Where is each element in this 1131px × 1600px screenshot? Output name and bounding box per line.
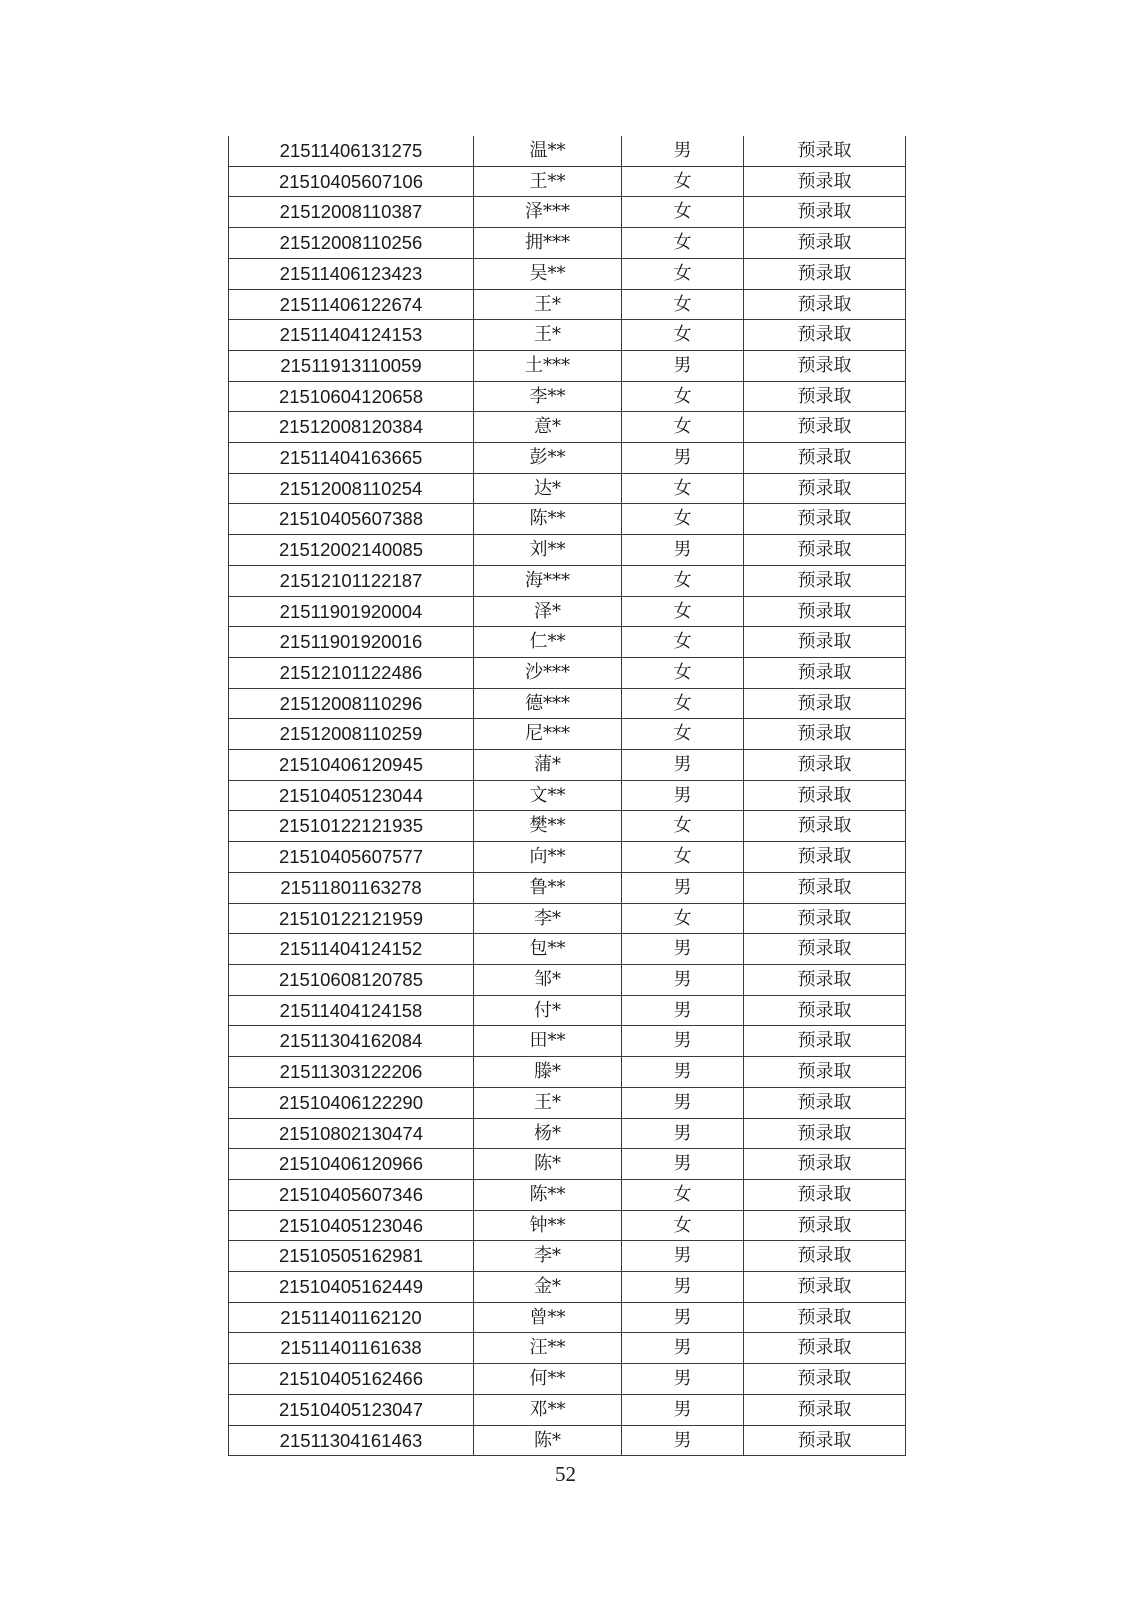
admission-status-cell: 预录取 [744,1394,906,1425]
admission-status-cell: 预录取 [744,811,906,842]
admission-status-cell: 预录取 [744,1057,906,1088]
candidate-gender-cell: 男 [622,995,744,1026]
table-row [229,535,906,566]
candidate-name-cell: 尼*** [474,719,622,750]
admission-status-cell: 预录取 [744,1302,906,1333]
candidate-name-cell: 海*** [474,565,622,596]
candidate-gender-cell: 男 [622,350,744,381]
table-row [229,1179,906,1210]
admission-status-cell: 预录取 [744,381,906,412]
candidate-name-cell: 鲁** [474,872,622,903]
candidate-id-cell: 21511404124152 [229,934,474,965]
candidate-gender-cell: 男 [622,1118,744,1149]
candidate-gender-cell: 女 [622,565,744,596]
table-row [229,381,906,412]
candidate-name-cell: 拥*** [474,228,622,259]
admission-status-cell: 预录取 [744,1210,906,1241]
admission-status-cell: 预录取 [744,443,906,474]
admission-status-cell: 预录取 [744,166,906,197]
table-row [229,934,906,965]
admission-status-cell: 预录取 [744,719,906,750]
candidate-id-cell: 21510505162981 [229,1241,474,1272]
table-row [229,412,906,443]
admission-status-cell: 预录取 [744,504,906,535]
table-row [229,228,906,259]
candidate-id-cell: 21512008110254 [229,473,474,504]
candidate-gender-cell: 女 [622,627,744,658]
admission-status-cell: 预录取 [744,535,906,566]
candidate-id-cell: 21510405607577 [229,842,474,873]
table-row [229,750,906,781]
candidate-gender-cell: 女 [622,596,744,627]
candidate-gender-cell: 女 [622,258,744,289]
candidate-name-cell: 包** [474,934,622,965]
table-row [229,688,906,719]
candidate-gender-cell: 女 [622,381,744,412]
candidate-name-cell: 沙*** [474,657,622,688]
candidate-name-cell: 钟** [474,1210,622,1241]
admission-status-cell: 预录取 [744,473,906,504]
candidate-id-cell: 21510405123044 [229,780,474,811]
candidate-id-cell: 21512008110296 [229,688,474,719]
candidate-gender-cell: 男 [622,1272,744,1303]
candidate-id-cell: 21511801163278 [229,872,474,903]
candidate-name-cell: 李** [474,381,622,412]
candidate-id-cell: 21511304161463 [229,1425,474,1456]
candidate-name-cell: 温** [474,136,622,166]
table-row [229,719,906,750]
candidate-gender-cell: 女 [622,166,744,197]
admission-status-cell: 预录取 [744,350,906,381]
candidate-name-cell: 达* [474,473,622,504]
admission-status-cell: 预录取 [744,1179,906,1210]
candidate-name-cell: 仁** [474,627,622,658]
candidate-name-cell: 向** [474,842,622,873]
table-row [229,1272,906,1303]
candidate-id-cell: 21512008110256 [229,228,474,259]
candidate-name-cell: 德*** [474,688,622,719]
candidate-name-cell: 王* [474,1087,622,1118]
candidate-id-cell: 21510406122290 [229,1087,474,1118]
candidate-gender-cell: 女 [622,412,744,443]
table-row [229,627,906,658]
candidate-gender-cell: 男 [622,1026,744,1057]
candidate-id-cell: 21511404124158 [229,995,474,1026]
admission-status-cell: 预录取 [744,627,906,658]
candidate-id-cell: 21510122121935 [229,811,474,842]
candidate-id-cell: 21510405607388 [229,504,474,535]
candidate-gender-cell: 男 [622,1425,744,1456]
candidate-gender-cell: 男 [622,750,744,781]
candidate-gender-cell: 男 [622,1364,744,1395]
candidate-id-cell: 21510405607106 [229,166,474,197]
candidate-name-cell: 意* [474,412,622,443]
admission-status-cell: 预录取 [744,1425,906,1456]
table-row [229,258,906,289]
candidate-gender-cell: 女 [622,842,744,873]
page-number: 52 [555,1462,576,1486]
candidate-name-cell: 邓** [474,1394,622,1425]
candidate-id-cell: 21511406131275 [229,136,474,166]
candidate-gender-cell: 男 [622,1394,744,1425]
admission-status-cell: 预录取 [744,780,906,811]
candidate-name-cell: 汪** [474,1333,622,1364]
candidate-name-cell: 李* [474,1241,622,1272]
candidate-gender-cell: 女 [622,903,744,934]
candidate-gender-cell: 女 [622,504,744,535]
candidate-gender-cell: 男 [622,1149,744,1180]
candidate-id-cell: 21511404163665 [229,443,474,474]
table-row [229,1394,906,1425]
candidate-name-cell: 文** [474,780,622,811]
admission-status-cell: 预录取 [744,289,906,320]
candidate-gender-cell: 女 [622,657,744,688]
candidate-name-cell: 陈** [474,1179,622,1210]
candidate-id-cell: 21512008120384 [229,412,474,443]
admission-status-cell: 预录取 [744,1241,906,1272]
candidate-name-cell: 吴** [474,258,622,289]
table-row [229,657,906,688]
candidate-id-cell: 21511901920016 [229,627,474,658]
admission-table [228,136,906,1456]
admission-status-cell: 预录取 [744,1026,906,1057]
candidate-gender-cell: 女 [622,473,744,504]
candidate-name-cell: 田** [474,1026,622,1057]
candidate-gender-cell: 男 [622,1302,744,1333]
table-row [229,1210,906,1241]
table-row [229,1057,906,1088]
candidate-name-cell: 金* [474,1272,622,1303]
candidate-gender-cell: 女 [622,1179,744,1210]
candidate-id-cell: 21510405123046 [229,1210,474,1241]
candidate-id-cell: 21511401162120 [229,1302,474,1333]
admission-status-cell: 预录取 [744,1087,906,1118]
candidate-id-cell: 21510802130474 [229,1118,474,1149]
table-row [229,1302,906,1333]
candidate-name-cell: 樊** [474,811,622,842]
candidate-id-cell: 21510604120658 [229,381,474,412]
table-row [229,995,906,1026]
admission-status-cell: 预录取 [744,1333,906,1364]
admission-status-cell: 预录取 [744,903,906,934]
candidate-gender-cell: 男 [622,780,744,811]
table-row [229,1241,906,1272]
table-row [229,903,906,934]
admission-status-cell: 预录取 [744,688,906,719]
candidate-id-cell: 21511406122674 [229,289,474,320]
candidate-id-cell: 21511901920004 [229,596,474,627]
table-row [229,166,906,197]
candidate-name-cell: 土*** [474,350,622,381]
candidate-gender-cell: 女 [622,320,744,351]
table-row [229,289,906,320]
candidate-gender-cell: 女 [622,719,744,750]
admission-status-cell: 预录取 [744,565,906,596]
candidate-name-cell: 泽* [474,596,622,627]
table-row [229,1118,906,1149]
table-row [229,872,906,903]
candidate-gender-cell: 女 [622,197,744,228]
candidate-id-cell: 21510405162449 [229,1272,474,1303]
candidate-id-cell: 21510405607346 [229,1179,474,1210]
candidate-name-cell: 邹* [474,964,622,995]
table-row [229,473,906,504]
table-row [229,443,906,474]
candidate-id-cell: 21512101122486 [229,657,474,688]
admission-status-cell: 预录取 [744,1364,906,1395]
admission-status-cell: 预录取 [744,136,906,166]
candidate-name-cell: 曾** [474,1302,622,1333]
candidate-gender-cell: 男 [622,964,744,995]
table-row [229,1026,906,1057]
table-row [229,350,906,381]
table-row [229,504,906,535]
table-row [229,1087,906,1118]
candidate-id-cell: 21511913110059 [229,350,474,381]
candidate-name-cell: 王** [474,166,622,197]
admission-status-cell: 预录取 [744,934,906,965]
candidate-id-cell: 21510405123047 [229,1394,474,1425]
table-row [229,1333,906,1364]
admission-status-cell: 预录取 [744,657,906,688]
candidate-gender-cell: 女 [622,1210,744,1241]
candidate-name-cell: 李* [474,903,622,934]
candidate-id-cell: 21510405162466 [229,1364,474,1395]
candidate-id-cell: 21512008110259 [229,719,474,750]
candidate-gender-cell: 男 [622,1087,744,1118]
candidate-name-cell: 何** [474,1364,622,1395]
table-row [229,842,906,873]
candidate-name-cell: 滕* [474,1057,622,1088]
candidate-gender-cell: 男 [622,443,744,474]
candidate-gender-cell: 女 [622,688,744,719]
candidate-id-cell: 21511406123423 [229,258,474,289]
table-row [229,136,906,166]
candidate-gender-cell: 女 [622,811,744,842]
table-row [229,964,906,995]
candidate-gender-cell: 男 [622,872,744,903]
candidate-gender-cell: 男 [622,535,744,566]
candidate-id-cell: 21511404124153 [229,320,474,351]
candidate-name-cell: 泽*** [474,197,622,228]
table-row [229,1425,906,1456]
admission-status-cell: 预录取 [744,228,906,259]
admission-status-cell: 预录取 [744,320,906,351]
candidate-id-cell: 21511401161638 [229,1333,474,1364]
candidate-gender-cell: 女 [622,289,744,320]
admission-status-cell: 预录取 [744,995,906,1026]
candidate-id-cell: 21510122121959 [229,903,474,934]
admission-status-cell: 预录取 [744,1149,906,1180]
admission-status-cell: 预录取 [744,872,906,903]
table-row [229,596,906,627]
candidate-name-cell: 彭** [474,443,622,474]
candidate-gender-cell: 男 [622,934,744,965]
candidate-gender-cell: 男 [622,1333,744,1364]
table-row [229,565,906,596]
candidate-id-cell: 21510608120785 [229,964,474,995]
candidate-name-cell: 王* [474,289,622,320]
candidate-id-cell: 21512101122187 [229,565,474,596]
candidate-id-cell: 21510406120966 [229,1149,474,1180]
candidate-name-cell: 陈* [474,1425,622,1456]
candidate-id-cell: 21512002140085 [229,535,474,566]
candidate-gender-cell: 男 [622,136,744,166]
candidate-name-cell: 蒲* [474,750,622,781]
admission-status-cell: 预录取 [744,197,906,228]
table-row [229,197,906,228]
admission-status-cell: 预录取 [744,842,906,873]
admission-status-cell: 预录取 [744,964,906,995]
candidate-gender-cell: 男 [622,1241,744,1272]
admission-status-cell: 预录取 [744,596,906,627]
candidate-name-cell: 陈** [474,504,622,535]
candidate-name-cell: 刘** [474,535,622,566]
admission-status-cell: 预录取 [744,1272,906,1303]
admission-status-cell: 预录取 [744,258,906,289]
table-row [229,780,906,811]
candidate-id-cell: 21511304162084 [229,1026,474,1057]
candidate-gender-cell: 女 [622,228,744,259]
table-row [229,1149,906,1180]
candidate-name-cell: 杨* [474,1118,622,1149]
candidate-gender-cell: 男 [622,1057,744,1088]
candidate-id-cell: 21511303122206 [229,1057,474,1088]
candidate-name-cell: 陈* [474,1149,622,1180]
candidate-id-cell: 21510406120945 [229,750,474,781]
table-row [229,320,906,351]
admission-table-body [229,136,906,1456]
table-row [229,811,906,842]
admission-status-cell: 预录取 [744,750,906,781]
candidate-name-cell: 付* [474,995,622,1026]
candidate-id-cell: 21512008110387 [229,197,474,228]
table-row [229,1364,906,1395]
candidate-name-cell: 王* [474,320,622,351]
admission-status-cell: 预录取 [744,1118,906,1149]
admission-status-cell: 预录取 [744,412,906,443]
